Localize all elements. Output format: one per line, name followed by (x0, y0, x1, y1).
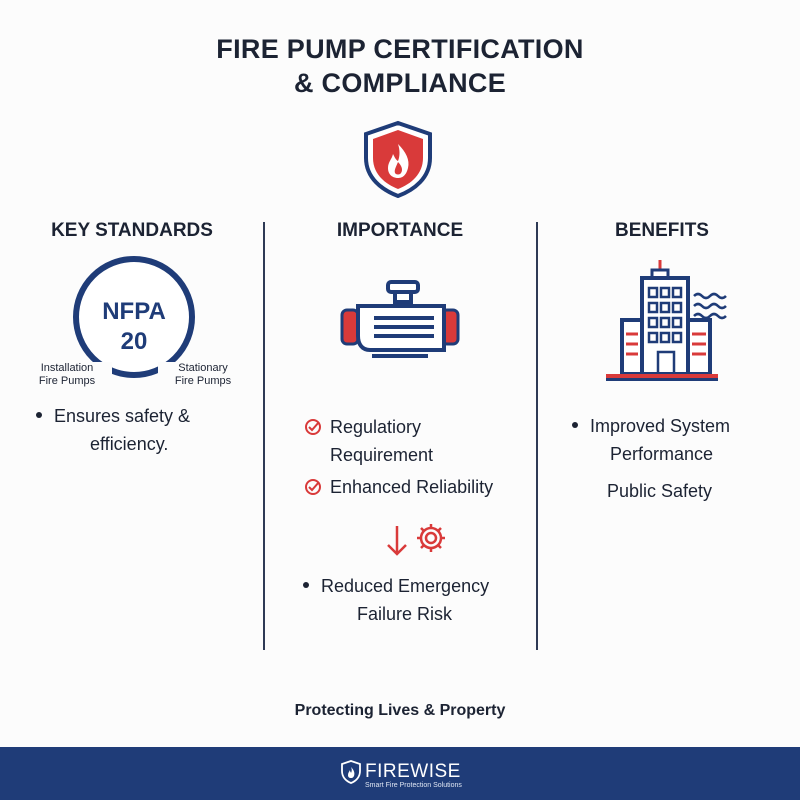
check-circle-icon (304, 478, 322, 496)
check-circle-icon (304, 418, 322, 436)
installation-label-line1: Installation (40, 362, 94, 374)
footer-shield-icon (341, 760, 361, 784)
benefits-bullet-line1: Improved System (590, 416, 731, 436)
column-divider-right (536, 222, 538, 650)
nfpa-badge-line2: 20 (120, 328, 148, 355)
benefits-bullet-line2: Performance (610, 444, 714, 464)
stationary-label (158, 362, 248, 388)
regulatory-item-line1: Regulatiory (330, 417, 422, 437)
installation-label-line2: Fire Pumps (38, 375, 96, 387)
building-icon (604, 258, 730, 384)
stationary-label-line2: Fire Pumps (174, 375, 232, 387)
bullet-dot (572, 422, 578, 428)
importance-bullet (303, 575, 523, 625)
fire-pump-icon (340, 280, 462, 364)
shield-flame-icon (360, 120, 436, 198)
key-standards-bullet (36, 405, 246, 455)
reliability-item: Enhanced Reliability (330, 477, 494, 497)
regulatory-item-line2: Requirement (330, 445, 434, 465)
page-title-line1: FIRE PUMP CERTIFICATION (216, 34, 584, 64)
public-safety-text: Public Safety (607, 481, 713, 501)
stationary-label-line1: Stationary (178, 362, 228, 374)
tagline: Protecting Lives & Property (294, 702, 506, 719)
importance-bullet-line2: Failure Risk (357, 604, 453, 624)
bullet-dot (36, 412, 42, 418)
key-standards-heading: KEY STANDARDS (51, 220, 213, 241)
nfpa-badge-line1: NFPA (102, 298, 166, 325)
page-title-line2: & COMPLIANCE (293, 68, 507, 98)
importance-bullet-line1: Reduced Emergency (321, 576, 490, 596)
gear-icon (414, 521, 448, 555)
importance-heading: IMPORTANCE (336, 220, 464, 241)
footer-brand: FIREWISE (365, 761, 461, 782)
installation-label (22, 362, 112, 388)
footer-subtitle: Smart Fire Protection Solutions (365, 782, 462, 789)
key-standards-bullet-line2: efficiency. (90, 434, 169, 454)
nfpa-badge (73, 256, 195, 378)
arrow-down-icon (385, 524, 409, 558)
column-divider-left (263, 222, 265, 650)
bullet-dot (303, 582, 309, 588)
key-standards-bullet-line1: Ensures safety & (54, 406, 191, 426)
benefits-bullet (572, 415, 792, 465)
regulatory-item (330, 416, 433, 466)
benefits-heading: BENEFITS (615, 220, 709, 241)
